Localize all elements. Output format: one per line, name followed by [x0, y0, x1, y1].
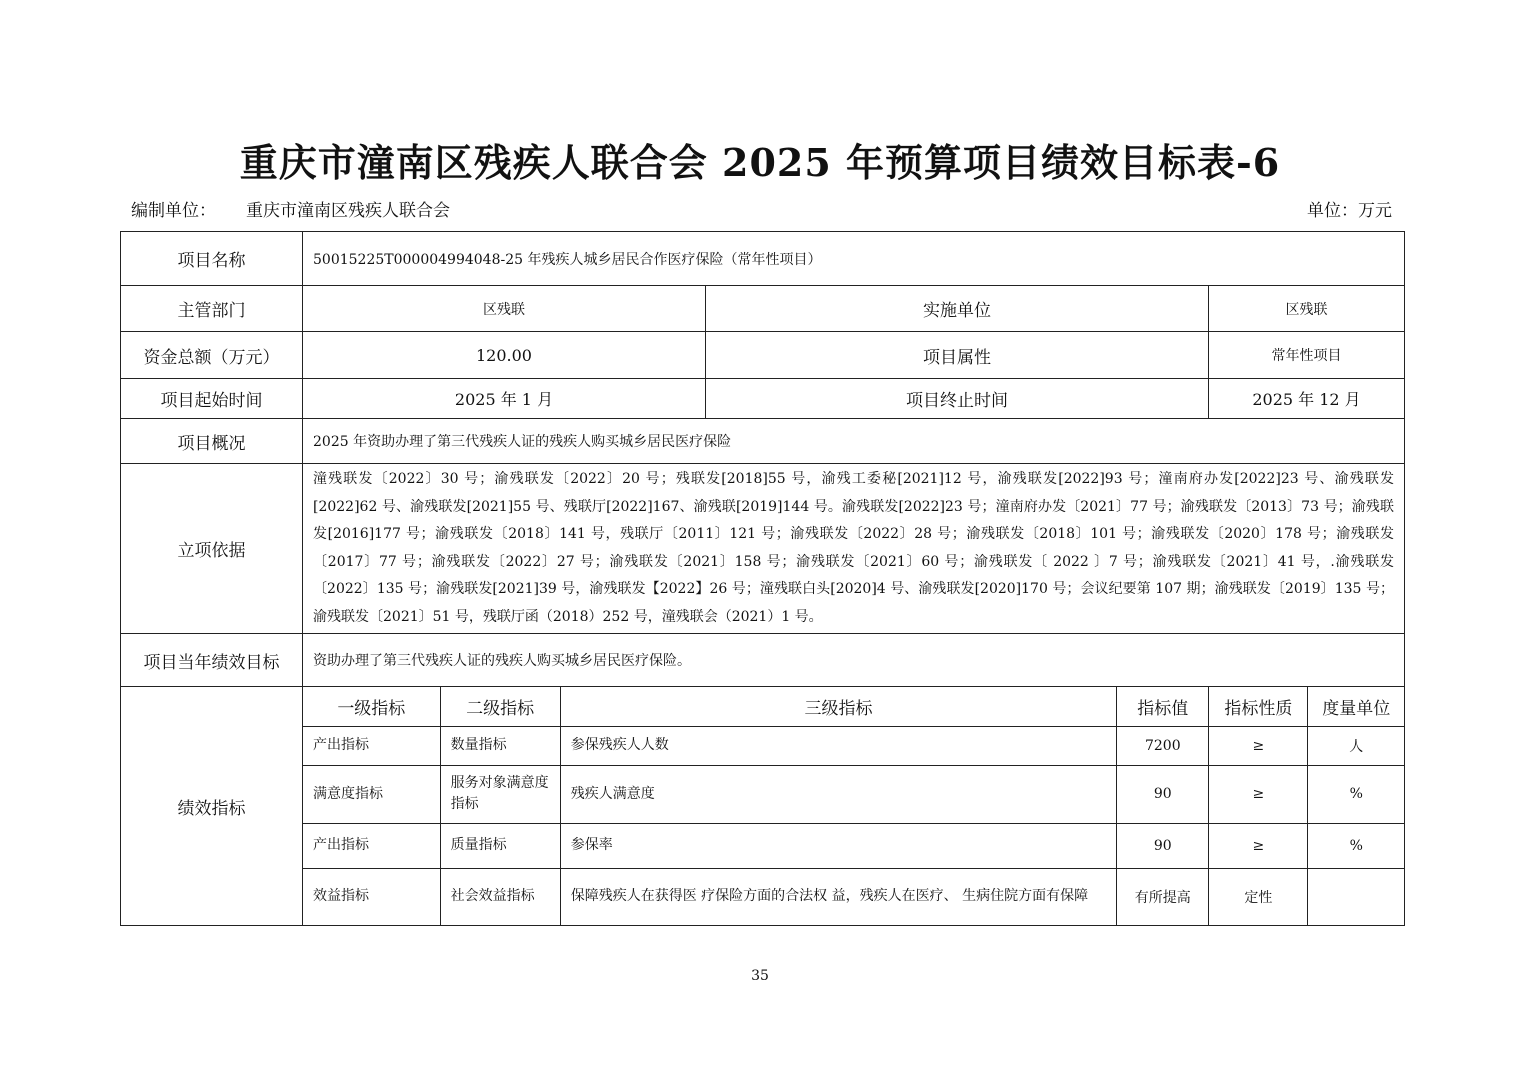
- row-project-name: [121, 232, 1405, 286]
- value-cell: 有所提高: [1117, 868, 1209, 925]
- unit-label: 单位：万元: [1307, 201, 1392, 221]
- unit-cell: %: [1308, 765, 1404, 823]
- fund-value: 120.00: [303, 332, 706, 379]
- unit-cell: [1308, 868, 1404, 925]
- row-indicators: [121, 687, 1405, 926]
- goal-label: 项目当年绩效目标: [121, 634, 303, 687]
- unit-cell: 人: [1308, 726, 1404, 765]
- attr-label: 项目属性: [706, 332, 1209, 379]
- indicators-cell: [303, 687, 1405, 926]
- level2-cell: 服务对象满意度指标: [440, 765, 560, 823]
- level1-cell: 产出指标: [303, 726, 440, 765]
- project-name-value: 50015225T000004994048-25 年残疾人城乡居民合作医疗保险（常年性项目）: [303, 232, 1405, 286]
- nature-cell: ≥: [1209, 765, 1308, 823]
- header-nature: 指标性质: [1209, 687, 1308, 726]
- impl-label: 实施单位: [706, 286, 1209, 332]
- level3-cell: 保障残疾人在获得医 疗保险方面的合法权 益，残疾人在医疗、 生病住院方面有保障: [560, 868, 1117, 925]
- row-time: [121, 379, 1405, 419]
- end-label: 项目终止时间: [706, 379, 1209, 419]
- table-row: [303, 726, 1404, 765]
- table-row: [303, 823, 1404, 868]
- compiler-label: 编制单位：: [131, 201, 216, 221]
- unit-cell: %: [1308, 823, 1404, 868]
- header-unit: 度量单位: [1308, 687, 1404, 726]
- indicators-label: 绩效指标: [121, 687, 303, 926]
- page-number: 35: [751, 968, 769, 984]
- level2-cell: 数量指标: [440, 726, 560, 765]
- page-title: 重庆市潼南区残疾人联合会 2025 年预算项目绩效目标表-6: [239, 140, 1281, 185]
- fund-label: 资金总额（万元）: [121, 332, 303, 379]
- indicators-table: [303, 687, 1404, 925]
- attr-value: 常年性项目: [1209, 332, 1405, 379]
- value-cell: 90: [1117, 765, 1209, 823]
- overview-label: 项目概况: [121, 419, 303, 464]
- basis-value: 潼残联发〔2022〕30 号；渝残联发〔2022〕20 号；残联发[2018]55 号，渝残工委秘[2021]12 号，渝残联发[2022]93 号；潼南府办发[2022]23 号、渝残联发[2022]62 号、渝残联发[2021]55 号、残联厅[2022]167、渝残联[2019]144 号。渝残联发[2022]23 号；潼南府办发〔2021〕77 号；渝残联发〔2013〕73 号；渝残联发[2016]177 号；渝残联发〔2018〕141 号，残联厅〔2011〕121 号；渝残联发〔2022〕28 号；渝残联发〔2018〕101 号；渝残联发〔2020〕178 号；渝残联发〔2017〕77 号；渝残联发〔2022〕27 号；渝残联发〔2021〕158 号；渝残联发〔2021〕60 号；渝残联发〔 2022 〕7 号；渝残联发〔2021〕41 号，.渝残联发〔2022〕135 号；渝残联发[2021]39 号，渝残联发【2022】26 号；潼残联白头[2020]4 号、渝残联发[2020]170 号；会议纪要第 107 期；渝残联发〔2019〕135 号；渝残联发〔2021〕51 号，残联厅函（2018）252 号，潼残联会（2021）1 号。: [303, 464, 1405, 634]
- end-value: 2025 年 12 月: [1209, 379, 1405, 419]
- header-level1: 一级指标: [303, 687, 440, 726]
- level3-cell: 参保率: [560, 823, 1117, 868]
- dept-label: 主管部门: [121, 286, 303, 332]
- start-label: 项目起始时间: [121, 379, 303, 419]
- level1-cell: 效益指标: [303, 868, 440, 925]
- value-cell: 90: [1117, 823, 1209, 868]
- row-goal: [121, 634, 1405, 687]
- performance-table: [120, 231, 1405, 926]
- level1-cell: 满意度指标: [303, 765, 440, 823]
- row-fund: [121, 332, 1405, 379]
- project-name-label: 项目名称: [121, 232, 303, 286]
- dept-value: 区残联: [303, 286, 706, 332]
- value-cell: 7200: [1117, 726, 1209, 765]
- level2-cell: 质量指标: [440, 823, 560, 868]
- row-basis: [121, 464, 1405, 634]
- level2-cell: 社会效益指标: [440, 868, 560, 925]
- row-overview: [121, 419, 1405, 464]
- goal-value: 资助办理了第三代残疾人证的残疾人购买城乡居民医疗保险。: [303, 634, 1405, 687]
- header-level2: 二级指标: [440, 687, 560, 726]
- level3-cell: 残疾人满意度: [560, 765, 1117, 823]
- row-dept: [121, 286, 1405, 332]
- nature-cell: ≥: [1209, 823, 1308, 868]
- header-value: 指标值: [1117, 687, 1209, 726]
- overview-value: 2025 年资助办理了第三代残疾人证的残疾人购买城乡居民医疗保险: [303, 419, 1405, 464]
- compiler-value: 重庆市潼南区残疾人联合会: [246, 201, 450, 221]
- compiler-line: [131, 196, 450, 221]
- table-row: [303, 765, 1404, 823]
- nature-cell: ≥: [1209, 726, 1308, 765]
- table-row: [303, 868, 1404, 925]
- nature-cell: 定性: [1209, 868, 1308, 925]
- indicators-header-row: [303, 687, 1404, 726]
- basis-label: 立项依据: [121, 464, 303, 634]
- level1-cell: 产出指标: [303, 823, 440, 868]
- impl-value: 区残联: [1209, 286, 1405, 332]
- start-value: 2025 年 1 月: [303, 379, 706, 419]
- header-level3: 三级指标: [560, 687, 1117, 726]
- level3-cell: 参保残疾人人数: [560, 726, 1117, 765]
